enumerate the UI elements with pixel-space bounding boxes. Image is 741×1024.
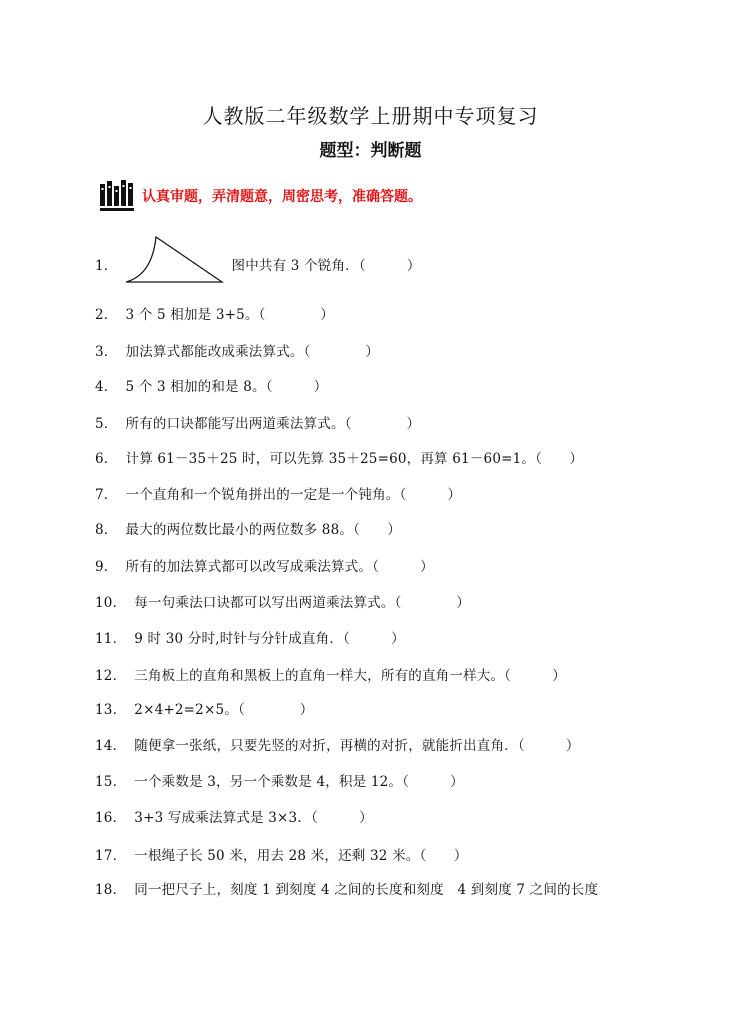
question-17 [95,844,468,864]
question-1 [95,254,421,274]
question-2 [95,303,334,323]
question-13 [95,698,313,718]
page-subtitle: 题型：判断题 [319,141,422,161]
question-number: 12． [95,668,127,684]
question-8 [95,518,401,538]
question-text: 一个乘数是 3，另一个乘数是 4，积是 12。（ ） [134,774,464,790]
question-16 [95,806,373,826]
question-10 [95,591,470,611]
question-5 [95,412,420,432]
question-number: 16． [95,810,127,826]
question-number: 13． [95,702,127,718]
question-text: 所有的加法算式都可以改写成乘法算式。（ ） [125,559,434,575]
question-number: 6． [95,451,118,467]
question-text: 三角板上的直角和黑板上的直角一样大，所有的直角一样大。（ ） [134,668,566,684]
question-number: 18． [95,882,127,898]
question-text: 图中共有 3 个锐角．（ ） [231,258,421,274]
question-number: 7． [95,487,118,503]
question-number: 5． [95,416,118,432]
question-number: 17． [95,848,127,864]
question-text: 最大的两位数比最小的两位数多 88。（ ） [125,522,402,538]
question-text: 一个直角和一个锐角拼出的一定是一个钝角。（ ） [125,487,462,503]
instruction-text: 认真审题，弄清题意，周密思考，准确答题。 [142,189,422,205]
question-18 [95,878,598,898]
question-number: 4． [95,379,118,395]
question-text: 同一把尺子上，刻度 1 到刻度 4 之间的长度和刻度 4 到刻度 7 之间的长度 [134,882,599,898]
question-15 [95,770,464,790]
question-9 [95,555,434,575]
question-14 [95,734,580,754]
question-text: 9 时 30 分时,时针与分针成直角．（ ） [134,631,405,647]
question-3 [95,340,379,360]
question-number: 1． [95,258,118,274]
question-text: 一根绳子长 50 米，用去 28 米，还剩 32 米。（ ） [134,848,468,864]
question-text: 随便拿一张纸，只要先竖的对折，再横的对折，就能折出直角．（ ） [134,738,580,754]
question-number: 2． [95,307,118,323]
question-text: 3 个 5 相加是 3+5。（ ） [125,307,335,323]
question-number: 11． [95,631,127,647]
instruction-row [100,180,422,212]
question-text: 所有的口诀都能写出两道乘法算式。（ ） [125,416,421,432]
question-text: 计算 61－35＋25 时，可以先算 35＋25=60，再算 61－60=1。（ ） [125,451,584,467]
question-number: 8． [95,522,118,538]
question-text: 3+3 写成乘法算式是 3×3．（ ） [134,810,373,826]
question-11 [95,627,405,647]
question-text: 加法算式都能改成乘法算式。（ ） [125,344,380,360]
page-title: 人教版二年级数学上册期中专项复习 [202,104,539,128]
question-text: 5 个 3 相加的和是 8。（ ） [125,379,328,395]
question-number: 9． [95,559,118,575]
question-number: 14． [95,738,127,754]
question-4 [95,375,327,395]
question-6 [95,447,583,467]
question-text: 每一句乘法口诀都可以写出两道乘法算式。（ ） [134,595,471,611]
books-icon [100,180,134,212]
question-number: 10． [95,595,127,611]
question-12 [95,664,566,684]
question-number: 15． [95,774,127,790]
question-text: 2×4+2=2×5。（ ） [134,702,314,718]
question-7 [95,483,461,503]
question-number: 3． [95,344,118,360]
